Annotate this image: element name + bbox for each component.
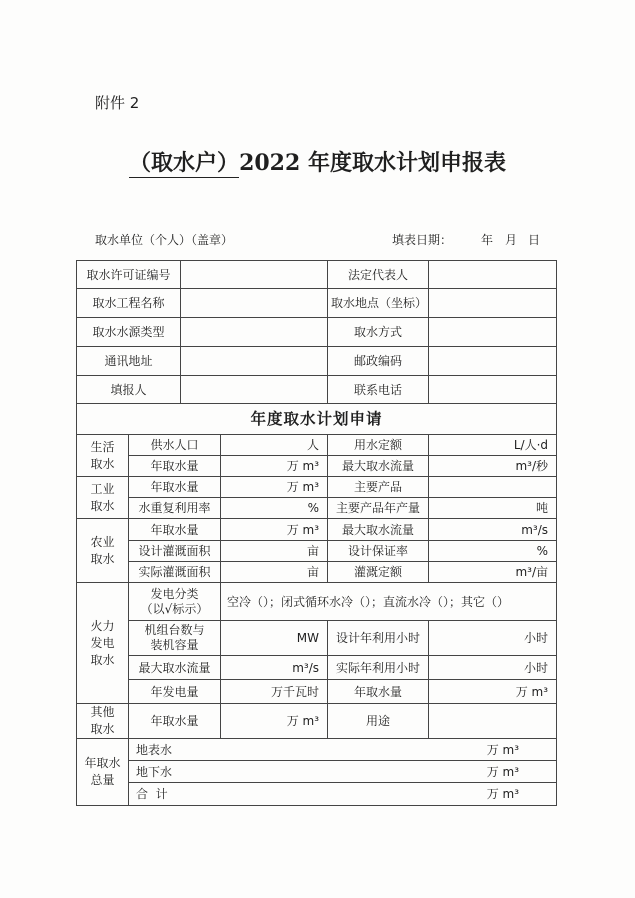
design-guarantee-rate-unit: % bbox=[429, 541, 557, 562]
project-name-value bbox=[181, 289, 328, 318]
water-source-type-label: 取水水源类型 bbox=[77, 318, 181, 347]
section-label-line: 取水 bbox=[90, 652, 115, 667]
agricultural-row bbox=[77, 519, 557, 541]
design-irrigation-area-unit: 亩 bbox=[221, 541, 328, 562]
irrigation-quota-unit: m³/亩 bbox=[429, 562, 557, 583]
basic-info-row bbox=[77, 261, 557, 289]
max-intake-flow-label: 最大取水流量 bbox=[328, 519, 429, 541]
supply-population-unit: 人 bbox=[221, 435, 328, 456]
section-label-line: 工业 bbox=[90, 481, 115, 496]
section-label-line: 其他 bbox=[90, 705, 115, 719]
thermal-power-row bbox=[77, 583, 557, 621]
thermal-power-row bbox=[77, 680, 557, 704]
irrigation-quota-label: 灌溉定额 bbox=[328, 562, 429, 583]
purpose-label: 用途 bbox=[328, 704, 429, 739]
mailing-address-label: 通讯地址 bbox=[77, 347, 181, 376]
basic-info-row bbox=[77, 347, 557, 376]
section-label-line: 取水 bbox=[90, 456, 115, 471]
total-row bbox=[77, 783, 557, 806]
actual-irrigation-area-unit: 亩 bbox=[221, 562, 328, 583]
mailing-address-value bbox=[181, 347, 328, 376]
generation-category-options: 空冷（）；闭式循环水冷（）；直流水冷（）；其它（） bbox=[221, 583, 557, 621]
annual-intake-label: 年取水量 bbox=[129, 704, 221, 739]
thermal-power-row bbox=[77, 621, 557, 656]
contact-phone-label: 联系电话 bbox=[328, 376, 429, 404]
annual-generation-label: 年发电量 bbox=[129, 680, 221, 704]
total-row bbox=[77, 739, 557, 761]
legal-representative-label: 法定代表人 bbox=[328, 261, 429, 289]
design-guarantee-rate-label: 设计保证率 bbox=[328, 541, 429, 562]
annual-intake-unit: 万 m³ bbox=[221, 704, 328, 739]
annual-intake-unit: 万 m³ bbox=[429, 680, 557, 704]
sum-total-unit: 万 m³ bbox=[486, 787, 520, 801]
actual-irrigation-area-label: 实际灌溉面积 bbox=[129, 562, 221, 583]
item-label-line: 机组台数与 bbox=[144, 623, 205, 637]
domestic-row bbox=[77, 456, 557, 477]
design-irrigation-area-label: 设计灌溉面积 bbox=[129, 541, 221, 562]
main-product-value bbox=[429, 477, 557, 498]
section-label-line: 年取水 bbox=[84, 756, 121, 770]
water-quota-label: 用水定额 bbox=[328, 435, 429, 456]
agricultural-section-label bbox=[77, 519, 129, 583]
intake-method-label: 取水方式 bbox=[328, 318, 429, 347]
postal-code-value bbox=[429, 347, 557, 376]
thermal-power-row bbox=[77, 656, 557, 680]
water-plan-form-table bbox=[76, 260, 557, 806]
sum-total-label: 合 计 bbox=[136, 787, 168, 801]
item-label-line: 装机容量 bbox=[150, 638, 199, 652]
date-year-label: 年 bbox=[481, 233, 494, 247]
plan-heading-row bbox=[77, 404, 557, 435]
section-label-line: 取水 bbox=[90, 498, 115, 513]
annual-product-output-unit: 吨 bbox=[429, 498, 557, 519]
category-label-line: 发电分类 bbox=[150, 586, 199, 601]
surface-water-label: 地表水 bbox=[136, 742, 173, 757]
max-intake-flow-label: 最大取水流量 bbox=[129, 656, 221, 680]
legal-representative-value bbox=[429, 261, 557, 289]
section-label-line: 总量 bbox=[90, 773, 115, 787]
intake-location-value bbox=[429, 289, 557, 318]
title-main: 2022 年度取水计划申报表 bbox=[239, 150, 506, 176]
section-label-line: 农业 bbox=[90, 534, 115, 549]
other-intake-row bbox=[77, 704, 557, 739]
applicant-unit-label: 取水单位（个人）（盖章） bbox=[95, 233, 234, 247]
contact-phone-value bbox=[429, 376, 557, 404]
actual-annual-hours-unit: 小时 bbox=[429, 656, 557, 680]
annual-intake-label: 年取水量 bbox=[328, 680, 429, 704]
sum-total-cell bbox=[129, 783, 557, 806]
annual-intake-unit: 万 m³ bbox=[221, 519, 328, 541]
domestic-section-label bbox=[77, 435, 129, 477]
max-intake-flow-unit: m³/s bbox=[221, 656, 328, 680]
basic-info-row bbox=[77, 376, 557, 404]
agricultural-row bbox=[77, 562, 557, 583]
annual-product-output-label: 主要产品年产量 bbox=[328, 498, 429, 519]
section-label-line: 生活 bbox=[90, 439, 115, 454]
industrial-row bbox=[77, 477, 557, 498]
purpose-value bbox=[429, 704, 557, 739]
filled-by-label: 填报人 bbox=[77, 376, 181, 404]
filled-by-value bbox=[181, 376, 328, 404]
plan-section-heading: 年度取水计划申请 bbox=[77, 404, 557, 435]
category-label-line: （以√标示） bbox=[140, 601, 209, 616]
domestic-row bbox=[77, 435, 557, 456]
industrial-section-label bbox=[77, 477, 129, 519]
intake-location-label: 取水地点（坐标） bbox=[328, 289, 429, 318]
form-title bbox=[0, 150, 635, 176]
design-annual-hours-unit: 小时 bbox=[429, 621, 557, 656]
attachment-label: 附件 2 bbox=[95, 94, 140, 112]
max-intake-flow-label: 最大取水流量 bbox=[328, 456, 429, 477]
water-quota-unit: L/人·d bbox=[429, 435, 557, 456]
basic-info-row bbox=[77, 289, 557, 318]
section-label-line: 火力 bbox=[90, 618, 115, 633]
generation-category-label bbox=[129, 583, 221, 621]
postal-code-label: 邮政编码 bbox=[328, 347, 429, 376]
annual-intake-label: 年取水量 bbox=[129, 519, 221, 541]
total-row bbox=[77, 761, 557, 783]
groundwater-cell bbox=[129, 761, 557, 783]
unit-capacity-unit: MW bbox=[221, 621, 328, 656]
main-product-label: 主要产品 bbox=[328, 477, 429, 498]
actual-annual-hours-label: 实际年利用小时 bbox=[328, 656, 429, 680]
annual-intake-label: 年取水量 bbox=[129, 456, 221, 477]
thermal-power-section-label bbox=[77, 583, 129, 704]
groundwater-unit: 万 m³ bbox=[486, 764, 520, 779]
max-intake-flow-unit: m³/秒 bbox=[429, 456, 557, 477]
fill-date-label: 填表日期： bbox=[392, 233, 453, 247]
unit-count-capacity-label bbox=[129, 621, 221, 656]
basic-info-row bbox=[77, 318, 557, 347]
annual-intake-unit: 万 m³ bbox=[221, 477, 328, 498]
title-prefix: （取水户） bbox=[129, 150, 240, 176]
other-section-label bbox=[77, 704, 129, 739]
total-section-label bbox=[77, 739, 129, 806]
date-day-label: 日 bbox=[528, 233, 541, 247]
industrial-row bbox=[77, 498, 557, 519]
annual-generation-unit: 万千瓦时 bbox=[221, 680, 328, 704]
surface-water-cell bbox=[129, 739, 557, 761]
date-month-label: 月 bbox=[505, 233, 518, 247]
annual-intake-unit: 万 m³ bbox=[221, 456, 328, 477]
water-reuse-rate-label: 水重复利用率 bbox=[129, 498, 221, 519]
surface-water-unit: 万 m³ bbox=[486, 742, 520, 757]
agricultural-row bbox=[77, 541, 557, 562]
permit-number-label: 取水许可证编号 bbox=[77, 261, 181, 289]
permit-number-value bbox=[181, 261, 328, 289]
project-name-label: 取水工程名称 bbox=[77, 289, 181, 318]
section-label-line: 取水 bbox=[90, 551, 115, 566]
max-intake-flow-unit: m³/s bbox=[429, 519, 557, 541]
section-label-line: 取水 bbox=[90, 722, 115, 736]
groundwater-label: 地下水 bbox=[136, 764, 173, 779]
section-label-line: 发电 bbox=[90, 635, 115, 650]
annual-intake-label: 年取水量 bbox=[129, 477, 221, 498]
water-source-type-value bbox=[181, 318, 328, 347]
intake-method-value bbox=[429, 318, 557, 347]
supply-population-label: 供水人口 bbox=[129, 435, 221, 456]
water-reuse-rate-unit: % bbox=[221, 498, 328, 519]
design-annual-hours-label: 设计年利用小时 bbox=[328, 621, 429, 656]
